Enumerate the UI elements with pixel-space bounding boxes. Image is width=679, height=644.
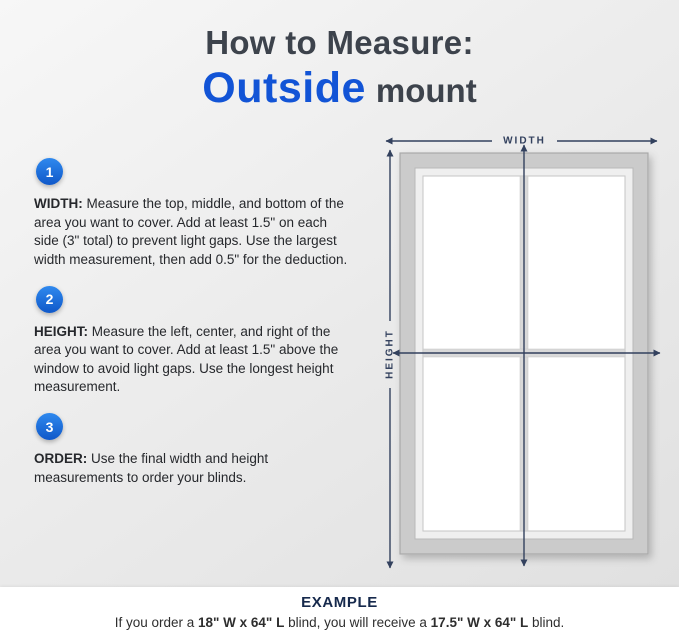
title-line-1: How to Measure:: [205, 24, 474, 61]
step-2-text: [34, 323, 352, 398]
example-middle: blind, you will receive a: [284, 615, 431, 630]
step-2-keyword: HEIGHT:: [34, 323, 88, 339]
step-3-body: Use the final width and height measurements to order your blinds.: [34, 451, 269, 485]
step-3: [32, 413, 352, 487]
step-1-keyword: WIDTH:: [34, 196, 83, 211]
step-2: [32, 286, 352, 398]
step-1-body: Measure the top, middle, and bottom of the area you want to cover. Add at least 1.5" on each side (3" total) to prevent light gaps. Use the largest width measurement, then add 0.5" for the deduction.: [34, 196, 348, 267]
title-mount: mount: [375, 71, 477, 109]
height-label: HEIGHT: [384, 329, 396, 379]
title-highlight-outside: Outside: [202, 63, 366, 112]
step-1-text: [34, 195, 352, 270]
step-3-text: [34, 450, 352, 487]
step-1-badge: 1: [36, 158, 63, 185]
example-heading: EXAMPLE: [301, 594, 378, 611]
steps-list: [32, 158, 352, 503]
step-3-badge: 3: [36, 413, 63, 440]
step-3-keyword: ORDER:: [34, 451, 88, 466]
step-2-body: Measure the left, center, and right of the area you want to cover. Add at least 1.5" above the window to avoid light gaps. Use the longest height measurement.: [34, 323, 339, 395]
example-section: [0, 587, 679, 644]
example-order-size: 18" W x 64" L: [198, 615, 285, 630]
example-prefix: If you order a: [114, 615, 198, 630]
page-title: [0, 24, 679, 113]
step-2-badge: 2: [36, 286, 63, 313]
title-line-2: [0, 64, 679, 113]
example-receive-size: 17.5" W x 64" L: [430, 615, 529, 630]
example-body: [0, 615, 679, 630]
step-1: [32, 158, 352, 270]
window-diagram: [372, 128, 672, 590]
width-label: WIDTH: [503, 135, 546, 147]
example-suffix: blind.: [528, 615, 565, 630]
